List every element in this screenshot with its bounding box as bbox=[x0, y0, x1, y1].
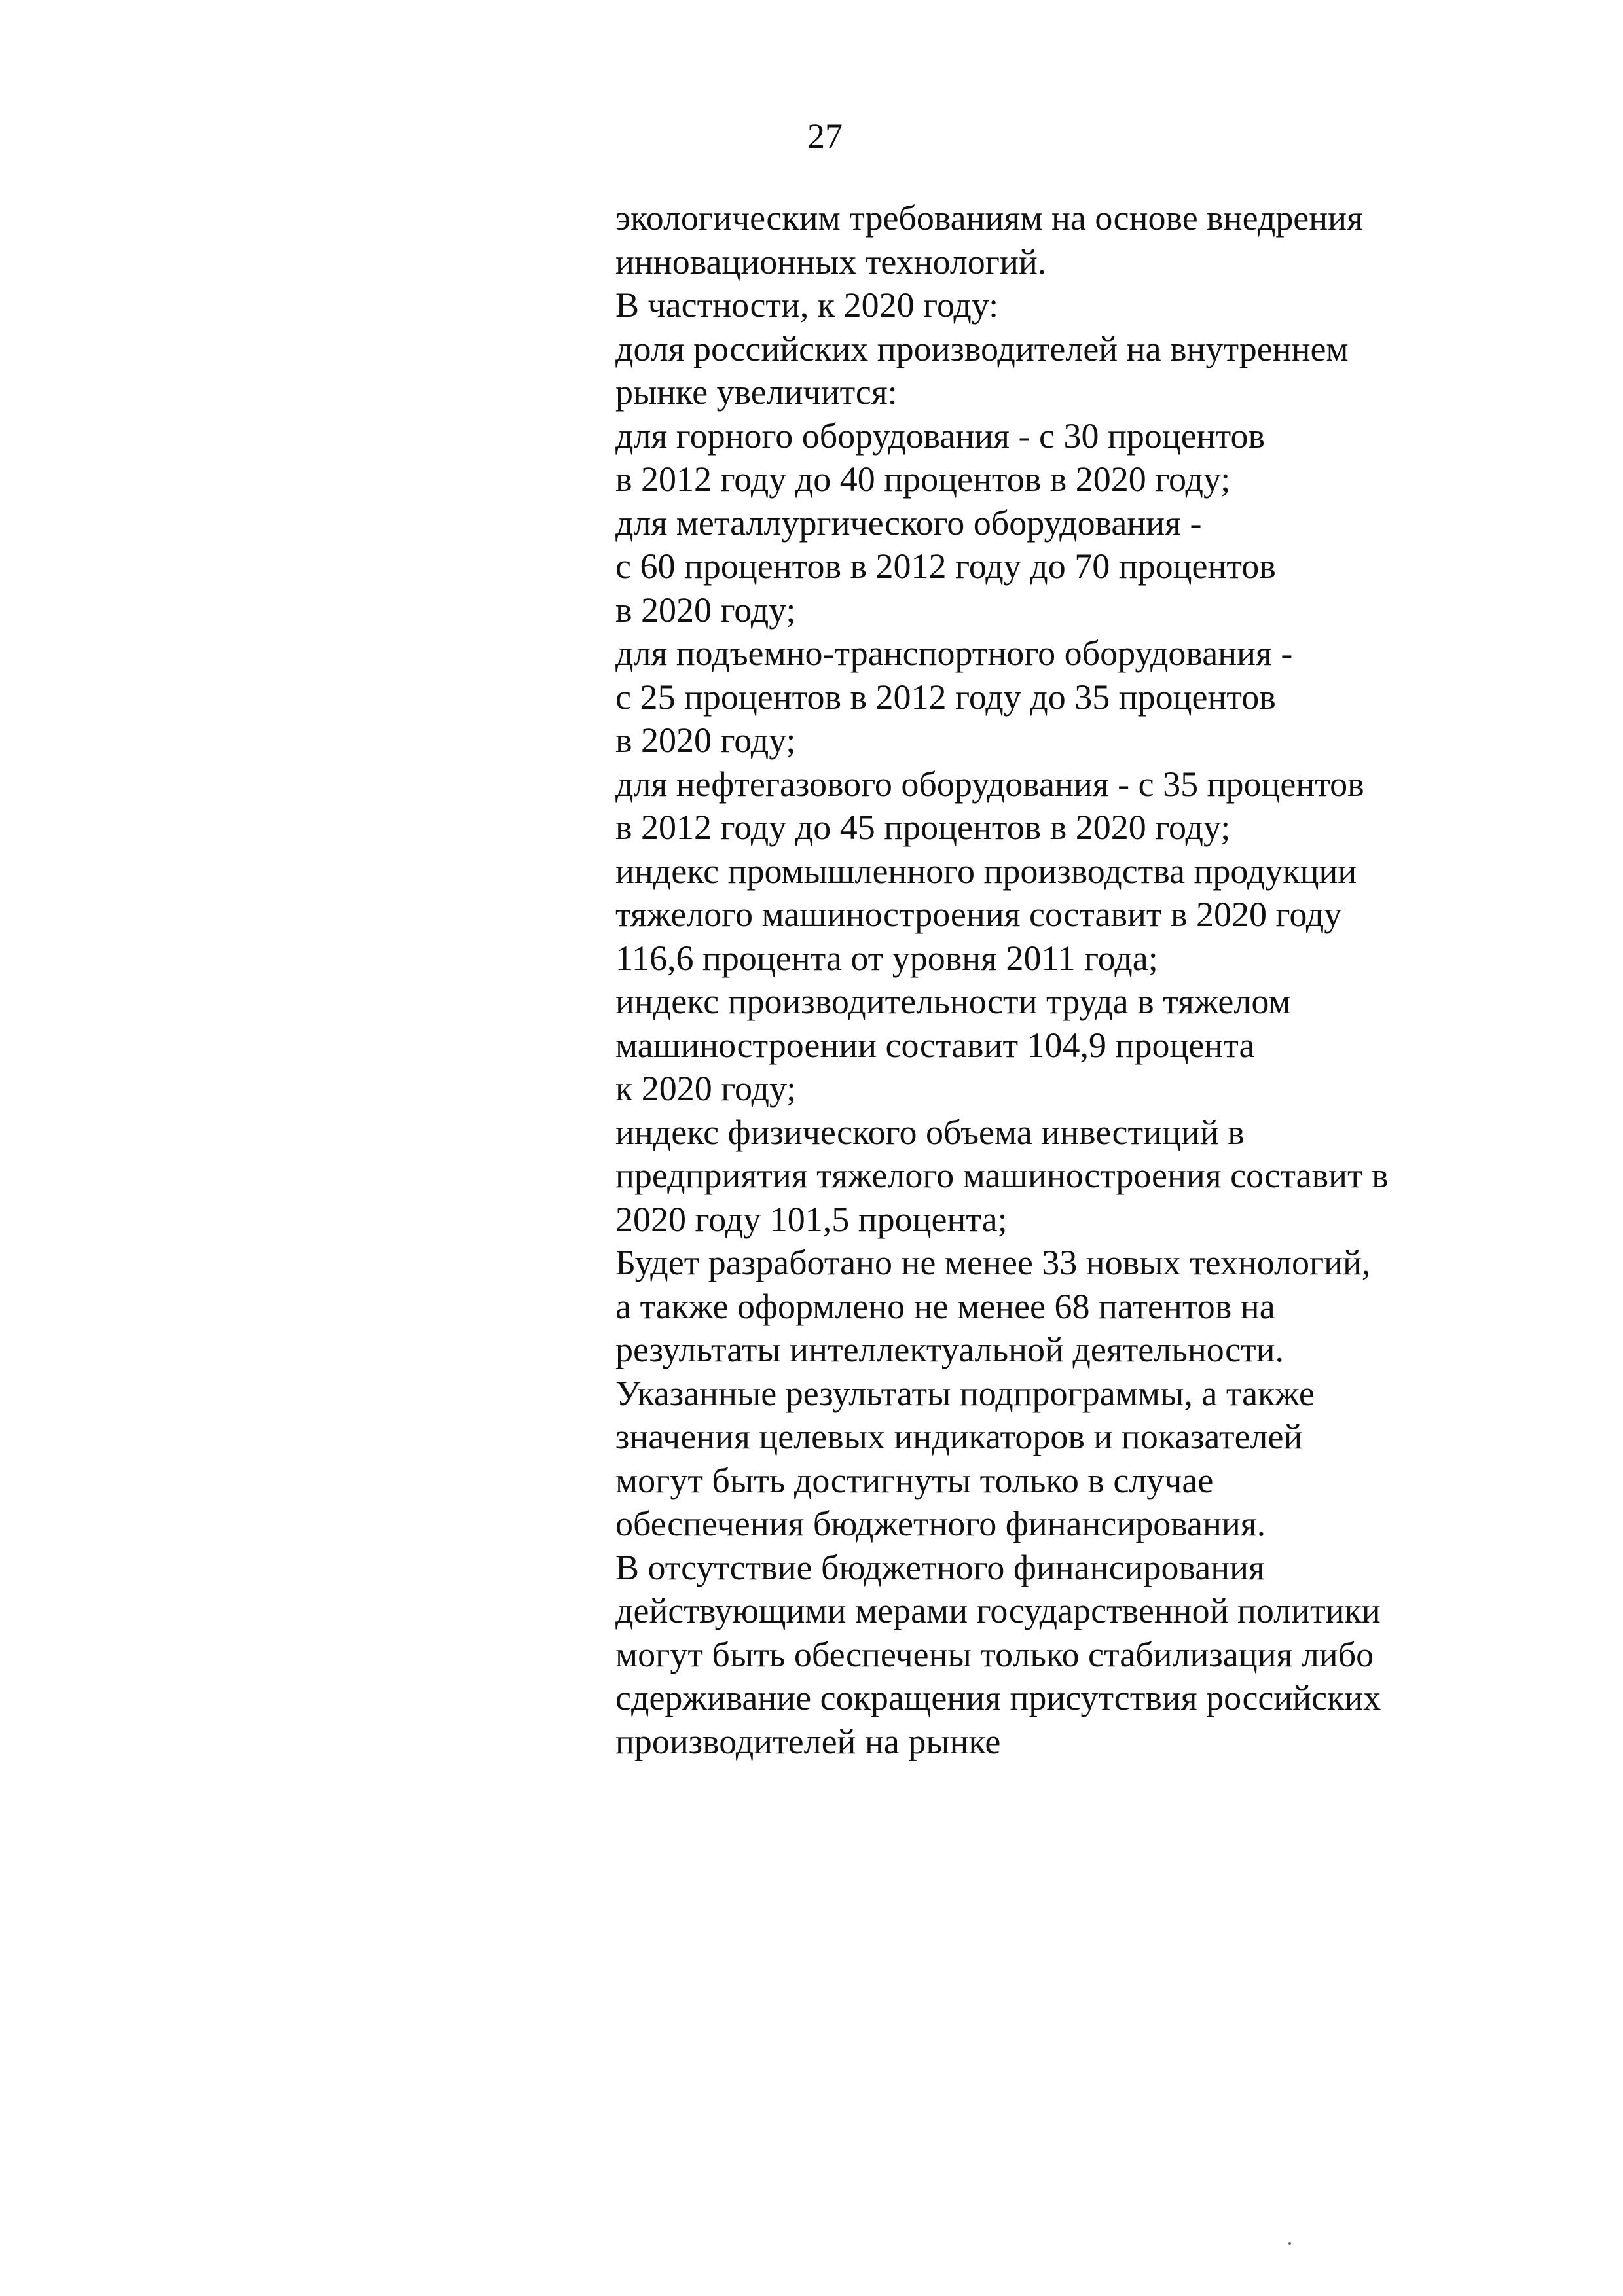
text-line: Указанные результаты подпрограммы, а также bbox=[615, 1373, 1315, 1413]
text-line: индекс физического объема инвестиций в bbox=[615, 1112, 1245, 1152]
text-line: с 25 процентов в 2012 году до 35 процентов bbox=[615, 677, 1276, 717]
text-line: экологическим требованиям на основе внедрения bbox=[615, 198, 1363, 238]
text-line: Будет разработано не менее 33 новых технологий, bbox=[615, 1243, 1371, 1282]
text-line: предприятия тяжелого машиностроения составит в bbox=[615, 1156, 1389, 1195]
text-line: в 2020 году; bbox=[615, 721, 796, 760]
text-line: действующими мерами государственной политики bbox=[615, 1591, 1381, 1630]
text-line: с 60 процентов в 2012 году до 70 процентов bbox=[615, 547, 1276, 586]
text-line: индекс промышленного производства продукции bbox=[615, 851, 1357, 891]
text-line: для нефтегазового оборудования - с 35 процентов bbox=[615, 764, 1364, 804]
text-line: для подъемно-транспортного оборудования - bbox=[615, 634, 1293, 673]
text-line: тяжелого машиностроения составит в 2020 году bbox=[615, 895, 1342, 934]
text-line: В частности, к 2020 году: bbox=[615, 285, 999, 325]
text-line: рынке увеличится: bbox=[615, 372, 898, 412]
text-line: результаты интеллектуальной деятельности. bbox=[615, 1330, 1285, 1369]
scan-speck bbox=[1288, 2242, 1291, 2245]
text-line: 116,6 процента от уровня 2011 года; bbox=[615, 938, 1158, 978]
text-line: могут быть достигнуты только в случае bbox=[615, 1460, 1214, 1500]
text-line: сдерживание сокращения присутствия российских bbox=[615, 1678, 1381, 1717]
text-line: доля российских производителей на внутреннем bbox=[615, 329, 1349, 368]
text-line: машиностроении составит 104,9 процента bbox=[615, 1025, 1255, 1065]
text-line: инновационных технологий. bbox=[615, 242, 1047, 281]
body-text bbox=[615, 196, 1545, 1763]
text-line: для горного оборудования - с 30 процентов bbox=[615, 416, 1265, 456]
text-line: в 2012 году до 40 процентов в 2020 году; bbox=[615, 459, 1231, 499]
text-line: могут быть обеспечены только стабилизация либо bbox=[615, 1634, 1374, 1674]
text-line: 2020 году 101,5 процента; bbox=[615, 1199, 1008, 1239]
text-line: в 2020 году; bbox=[615, 590, 796, 630]
text-line: в 2012 году до 45 процентов в 2020 году; bbox=[615, 808, 1231, 847]
text-line: производителей на рынке bbox=[615, 1721, 1001, 1761]
text-line: обеспечения бюджетного финансирования. bbox=[615, 1504, 1266, 1543]
text-line: а также оформлено не менее 68 патентов на bbox=[615, 1286, 1275, 1326]
text-line: к 2020 году; bbox=[615, 1069, 797, 1108]
text-line: для металлургического оборудования - bbox=[615, 503, 1202, 543]
text-line: значения целевых индикаторов и показателей bbox=[615, 1417, 1303, 1456]
text-line: В отсутствие бюджетного финансирования bbox=[615, 1547, 1265, 1587]
page-number: 27 bbox=[807, 117, 843, 156]
text-line: индекс производительности труда в тяжелом bbox=[615, 982, 1291, 1021]
